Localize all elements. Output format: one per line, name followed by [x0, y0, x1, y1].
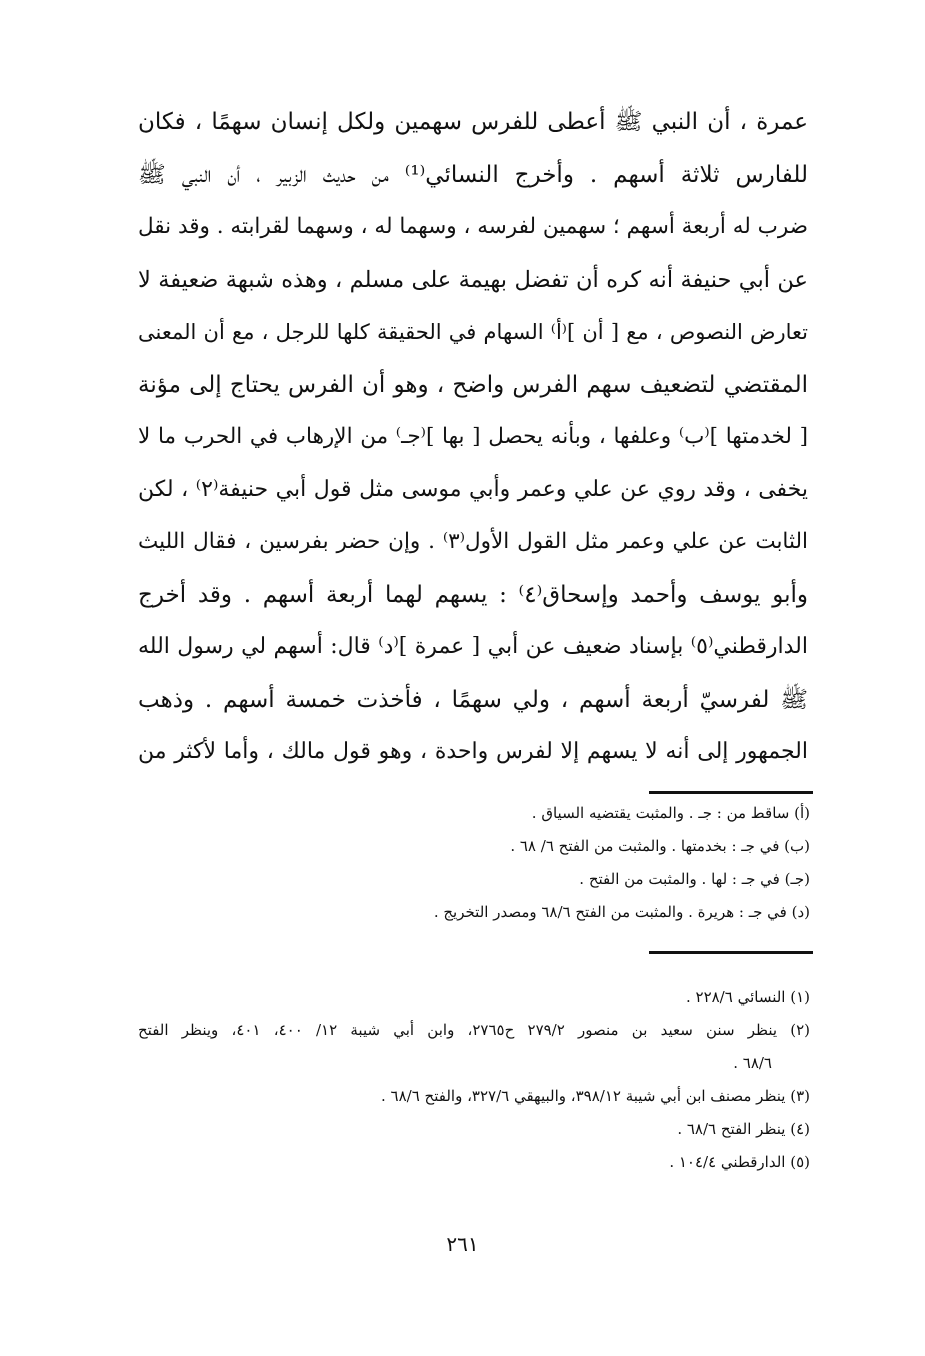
- footnote-2-line-1: (٢) ينظر سنن سعيد بن منصور ٢٧٩/٢ ح٢٧٦٥، وابن أبي شيبة ١٢/ ٤٠٠، ٤٠١، وينظر الفتح: [138, 1021, 811, 1039]
- main-line-7: [ لخدمتها ]⁽ب⁾ وعلفها ، وبأنه يحصل [ بها ]⁽جـ⁾ من الإرهاب في الحرب ما لا: [138, 424, 808, 449]
- apparatus-note-alif: (أ) ساقط من : جـ . والمثبت يقتضيه السياق .: [531, 804, 810, 822]
- main-line-4: عن أبي حنيفة أنه كره أن تفضل بهيمة على مسلم ، وهذه شبهة ضعيفة لا: [138, 266, 808, 293]
- main-line-10: وأبو يوسف وأحمد وإسحاق⁽٤⁾ : يسهم لهما أربعة أسهم . وقد أخرج: [138, 581, 809, 608]
- main-line-11: الدارقطني⁽٥⁾ بإسناد ضعيف عن أبي [ عمرة ]⁽د⁾ قال: أسهم لي رسول الله: [138, 634, 808, 659]
- apparatus-divider: [649, 791, 813, 794]
- footnote-4: (٤) ينظر الفتح ٦٨/٦ .: [677, 1120, 810, 1138]
- footnote-5: (٥) الدارقطني ١٠٤/٤ .: [669, 1153, 810, 1171]
- main-line-1: عمرة ، أن النبي ﷺ أعطى للفرس سهمين ولكل إنسان سهمًا ، فكان: [138, 109, 808, 135]
- main-text-block: [138, 96, 808, 779]
- numbered-footnotes: [138, 981, 810, 1179]
- apparatus-notes: [138, 797, 810, 929]
- main-line-13: الجمهور إلى أنه لا يسهم إلا لفرس واحدة ، وهو قول مالك ، وأما لأكثر من: [138, 739, 808, 764]
- footnote-3: (٣) ينظر مصنف ابن أبي شيبة ٣٩٨/١٢، والبيهقي ٣٢٧/٦، والفتح ٦٨/٦ .: [380, 1087, 810, 1105]
- main-line-2: للفارس ثلاثة أسهم . وأخرج النسائي⁽¹⁾ من حديث الزبير ، أن النبي ﷺ: [138, 161, 808, 188]
- main-line-6: المقتضي لتضعيف سهم الفرس واضح ، وهو أن الفرس يحتاج إلى مؤنة: [138, 371, 808, 398]
- apparatus-note-ba: (ب) في جـ : بخدمتها . والمثبت من الفتح ٦/ ٦٨ .: [510, 837, 810, 855]
- main-line-9: الثابت عن علي وعمر مثل القول الأول⁽٣⁾ . وإن حضر بفرسين ، فقال الليث: [138, 529, 808, 554]
- footnotes-divider: [649, 951, 813, 954]
- apparatus-note-dal: (د) في جـ : هريرة . والمثبت من الفتح ٦٨/٦ ومصدر التخريج .: [433, 903, 810, 921]
- main-line-8: يخفى ، وقد روي عن علي وعمر وأبي موسى مثل قول أبي حنيفة⁽٢⁾ ، لكن: [138, 476, 809, 502]
- footnote-2-line-2: ٦٨/٦ .: [733, 1054, 772, 1072]
- main-line-12: ﷺ لفرسيّ أربعة أسهم ، ولي سهمًا ، فأخذت خمسة أسهم . وذهب: [138, 686, 808, 713]
- main-line-5: تعارض النصوص ، مع [ أن ]⁽أ⁾ السهام في الحقيقة كلها للرجل ، مع أن المعنى: [138, 320, 808, 344]
- main-line-3: ضرب له أربعة أسهم ؛ سهمين لفرسه ، وسهما له ، وسهما لقرابته . وقد نقل: [138, 214, 808, 239]
- page-number: ٢٦١: [446, 1232, 479, 1256]
- footnote-1: (١) النسائي ٢٢٨/٦ .: [685, 988, 810, 1006]
- apparatus-note-jim: (جـ) في جـ : لها . والمثبت من الفتح .: [579, 870, 810, 888]
